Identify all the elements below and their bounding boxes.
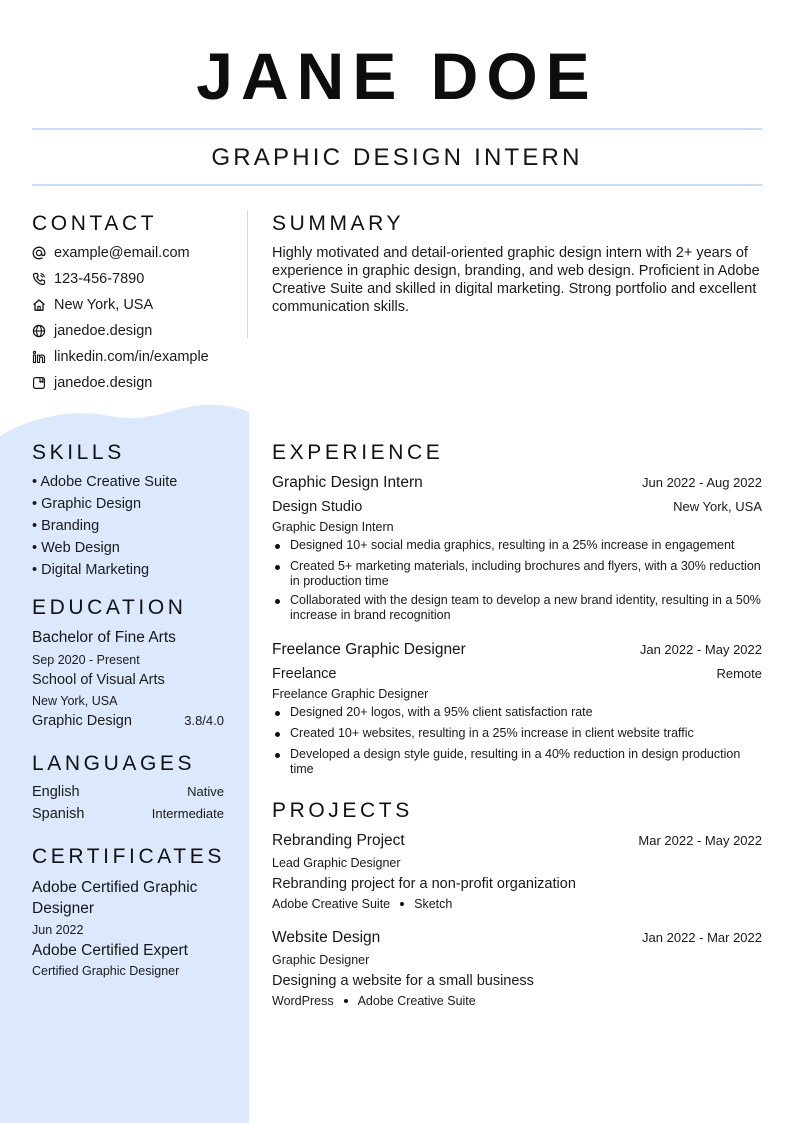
tool-separator (344, 999, 348, 1003)
candidate-name: JANE DOE (196, 39, 598, 113)
project-name: Rebranding Project (272, 832, 405, 849)
experience-heading: EXPERIENCE (272, 441, 444, 464)
at-icon (32, 246, 46, 260)
projects-heading: PROJECTS (272, 799, 413, 822)
job-company: Design Studio (272, 499, 363, 515)
linkedin-icon (32, 350, 46, 364)
job-dates: Jun 2022 - Aug 2022 (642, 475, 762, 490)
project-description: Designing a website for a small business (272, 973, 534, 989)
summary-heading: SUMMARY (272, 212, 405, 235)
skill-item: • Web Design (32, 540, 120, 556)
job-dates: Jan 2022 - May 2022 (639, 642, 762, 657)
project-description: Rebranding project for a non-profit organization (272, 876, 576, 892)
skill-item: • Branding (32, 518, 100, 534)
phone-icon (32, 272, 46, 286)
contact-linkedin-text: linkedin.com/in/example (54, 349, 209, 365)
education-school: School of Visual Arts (32, 672, 165, 688)
job-title: Graphic Design Intern (272, 474, 423, 491)
column-divider (247, 210, 248, 338)
skill-label: Branding (41, 518, 100, 534)
skill-item: • Adobe Creative Suite (32, 474, 178, 490)
education-dates: Sep 2020 - Present (32, 653, 140, 667)
languages-heading: LANGUAGES (32, 752, 196, 775)
certificate-detail: Certified Graphic Designer (32, 964, 180, 978)
project-tool: Sketch (414, 897, 453, 911)
language-level: Native (187, 784, 224, 799)
contact-email-text: example@email.com (54, 245, 190, 261)
job-bullet: Designed 10+ social media graphics, resulting in a 25% increase in engagement (272, 538, 762, 553)
contact-location-text: New York, USA (54, 297, 154, 313)
portfolio-icon (32, 376, 46, 390)
contact-location (32, 295, 153, 315)
skill-label: Web Design (41, 540, 120, 556)
job-bullet: Developed a design style guide, resulting in a 40% reduction in design production time (272, 747, 762, 777)
language-name: English (32, 784, 80, 800)
skills-heading: SKILLS (32, 441, 125, 464)
education-degree: Bachelor of Fine Arts (32, 629, 176, 646)
language-name: Spanish (32, 806, 85, 822)
header-top-rule (32, 128, 762, 130)
header-bottom-rule (32, 184, 762, 186)
tool-separator (400, 902, 404, 906)
skill-item: • Digital Marketing (32, 562, 150, 578)
globe-icon (32, 324, 46, 338)
education-location: New York, USA (32, 694, 118, 708)
education-heading: EDUCATION (32, 596, 187, 619)
contact-website-text: janedoe.design (54, 323, 153, 339)
contact-linkedin[interactable] (32, 347, 209, 367)
contact-phone-text: 123-456-7890 (54, 271, 145, 287)
job-title: Freelance Graphic Designer (272, 641, 466, 658)
home-icon (32, 298, 46, 312)
certificate-detail: Jun 2022 (32, 923, 84, 937)
project-dates: Jan 2022 - Mar 2022 (642, 930, 762, 945)
skill-label: Adobe Creative Suite (40, 474, 178, 490)
project-tools (272, 896, 452, 912)
project-tool: Adobe Creative Suite (357, 994, 476, 1008)
contact-heading: CONTACT (32, 212, 158, 235)
project-role: Graphic Designer (272, 953, 370, 967)
project-name: Website Design (272, 929, 381, 946)
certificate-name: Adobe Certified Expert (32, 942, 188, 959)
contact-website[interactable] (32, 321, 152, 341)
project-role: Lead Graphic Designer (272, 856, 401, 870)
job-location: Remote (716, 666, 762, 681)
skill-item: • Graphic Design (32, 496, 142, 512)
project-tool: Adobe Creative Suite (272, 897, 391, 911)
job-bullet: Created 10+ websites, resulting in a 25% increase in client website traffic (272, 726, 762, 741)
skill-label: Digital Marketing (41, 562, 150, 578)
certificates-heading: CERTIFICATES (32, 845, 225, 868)
contact-portfolio-text: janedoe.design (54, 375, 153, 391)
project-tools (272, 993, 476, 1009)
job-position: Freelance Graphic Designer (272, 687, 429, 701)
job-company: Freelance (272, 666, 337, 682)
summary-text: Highly motivated and detail-oriented graphic design intern with 2+ years of experience in graphic design, branding, and web design. Proficient in Adobe Creative Suite and skilled in digital marketing. Strong portfolio and excellent communication skills. (272, 245, 760, 315)
project-dates: Mar 2022 - May 2022 (638, 833, 762, 848)
job-position: Graphic Design Intern (272, 520, 394, 534)
job-bullet: Designed 20+ logos, with a 95% client satisfaction rate (272, 705, 762, 720)
job-location: New York, USA (673, 499, 762, 514)
language-level: Intermediate (151, 806, 224, 821)
contact-phone[interactable] (32, 269, 144, 289)
project-tool: WordPress (272, 994, 334, 1008)
skill-label: Graphic Design (41, 496, 142, 512)
candidate-role: GRAPHIC DESIGN INTERN (211, 144, 583, 171)
job-bullet: Collaborated with the design team to develop a new brand identity, resulting in a 50% increase in brand recognition (272, 593, 762, 623)
education-field: Graphic Design (32, 713, 132, 729)
job-bullet: Created 5+ marketing materials, including brochures and flyers, with a 30% reduction in production time (272, 559, 762, 589)
contact-email[interactable] (32, 243, 190, 263)
certificate-name: Adobe Certified Graphic Designer (32, 879, 198, 917)
education-gpa: 3.8/4.0 (184, 713, 224, 728)
contact-portfolio[interactable] (32, 373, 152, 393)
